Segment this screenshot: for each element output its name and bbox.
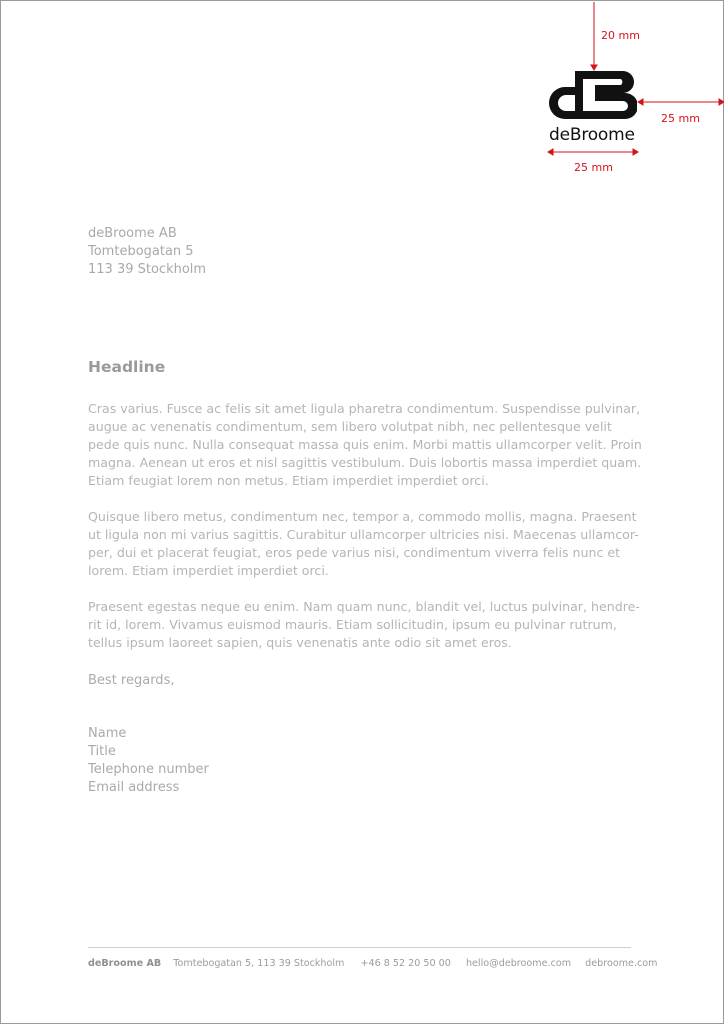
address-line: Tomtebogatan 5 (88, 244, 194, 259)
signature-name: Name (88, 726, 127, 741)
text-line: rit id, lorem. Vivamus euismod mauris. Etiam sollicitudin, ipsum eu pulvinar rutrum, (88, 617, 617, 632)
text-line: pede quis nunc. Nulla consequat massa quis enim. Morbi mattis ullamcorper velit. Proin (88, 437, 642, 452)
right-margin-arrow-right (719, 99, 724, 105)
body-paragraph-1 (88, 400, 648, 490)
signature-block (88, 725, 209, 797)
footer (88, 958, 657, 969)
text-line: Quisque libero metus, condimentum nec, tempor a, commodo mollis, magna. Praesent (88, 509, 637, 524)
logo-wordmark: deBroome (549, 125, 635, 145)
body-paragraph-2 (88, 508, 648, 580)
footer-phone: +46 8 52 20 50 00 (360, 958, 451, 969)
right-margin-label: 25 mm (661, 112, 700, 125)
text-line: Praesent egestas neque eu enim. Nam quam nunc, blandit vel, luctus pulvinar, hendre- (88, 599, 640, 614)
signature-title: Title (88, 744, 116, 759)
debroome-logo-mark (549, 71, 637, 119)
address-line: deBroome AB (88, 226, 177, 241)
top-margin-arrow (591, 65, 597, 70)
text-line: per, dui et placerat feugiat, eros pede varius nisi, condimentum viverra felis nunc et (88, 545, 621, 560)
signature-email: Email address (88, 780, 180, 795)
footer-address: Tomtebogatan 5, 113 39 Stockholm (173, 958, 345, 969)
footer-website: debroome.com (585, 958, 658, 969)
text-line: lorem. Etiam imperdiet imperdiet orci. (88, 563, 329, 578)
signature-phone: Telephone number (88, 762, 209, 777)
text-line: augue ac venenatis condimentum, sem libero volutpat nibh, nec pellentesque velit (88, 419, 612, 434)
text-line: ut ligula non mi varius sagittis. Curabitur ullamcorper ultricies nisi. Maecenas ullamcor- (88, 527, 639, 542)
footer-divider (88, 947, 631, 948)
logo-width-arrow-left (548, 149, 553, 155)
top-margin-label: 20 mm (601, 29, 640, 42)
letter-headline: Headline (88, 358, 166, 376)
text-line: tellus ipsum laoreet sapien, quis venenatis ante odio sit amet eros. (88, 635, 512, 650)
logo-width-arrow-right (633, 149, 638, 155)
body-paragraph-3 (88, 598, 648, 652)
recipient-address (88, 225, 206, 279)
address-line: 113 39 Stockholm (88, 262, 207, 277)
text-line: magna. Aenean ut eros et nisl sagittis vestibulum. Duis lobortis massa imperdiet quam. (88, 455, 642, 470)
text-line: Cras varius. Fusce ac felis sit amet ligula pharetra condimentum. Suspendisse pulvinar, (88, 401, 641, 416)
logo-width-label: 25 mm (574, 161, 613, 174)
footer-company: deBroome AB (88, 958, 162, 969)
right-margin-arrow-left (638, 99, 643, 105)
closing-salutation: Best regards, (88, 673, 175, 688)
text-line: Etiam feugiat lorem non metus. Etiam imperdiet imperdiet orci. (88, 473, 489, 488)
footer-email: hello@debroome.com (465, 958, 572, 969)
